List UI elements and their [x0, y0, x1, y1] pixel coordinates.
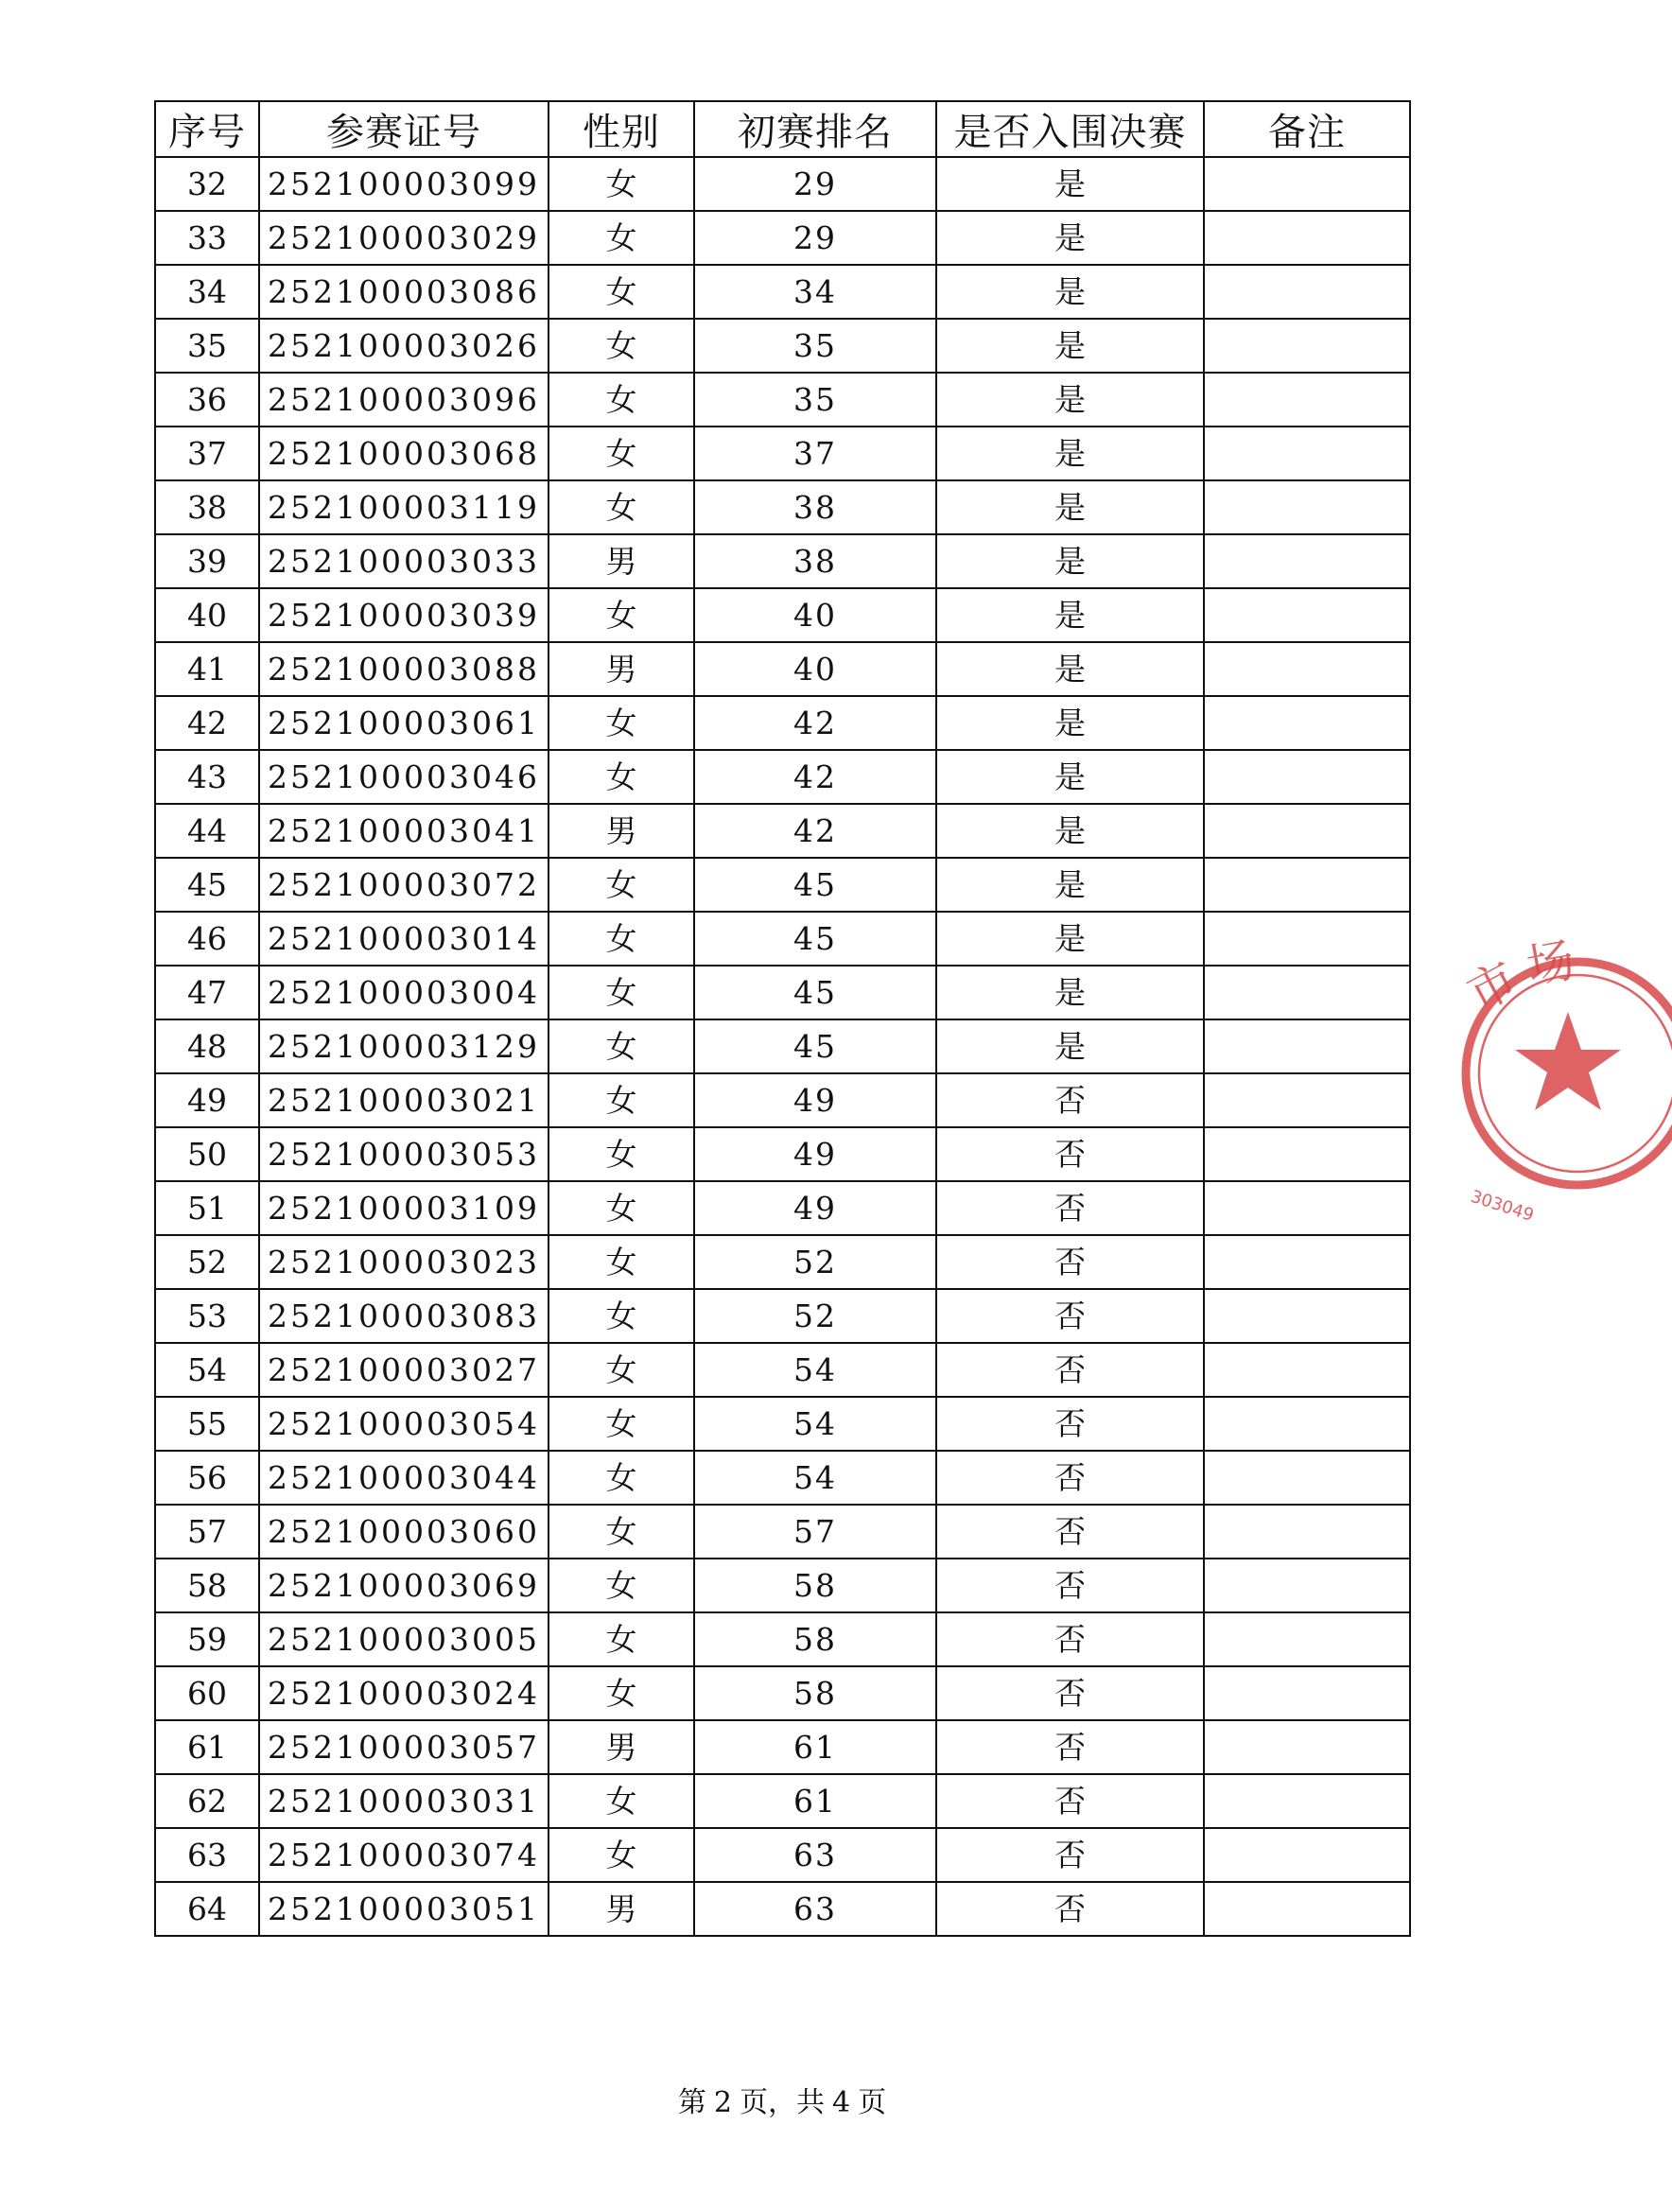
table-row: [155, 1073, 1410, 1127]
cell-finalist: 是: [936, 427, 1204, 480]
cell-gender: 女: [549, 265, 694, 319]
cell-seq: 43: [155, 750, 259, 804]
cell-finalist: 是: [936, 534, 1204, 588]
cell-remarks: [1204, 1127, 1410, 1181]
table-row: [155, 427, 1410, 480]
table-row: [155, 696, 1410, 750]
cell-gender: 女: [549, 966, 694, 1019]
cell-entry-id: 252100003072: [259, 858, 549, 912]
cell-finalist: 是: [936, 480, 1204, 534]
cell-finalist: 是: [936, 588, 1204, 642]
cell-entry-id: 252100003088: [259, 642, 549, 696]
cell-gender: 女: [549, 1774, 694, 1828]
cell-gender: 女: [549, 427, 694, 480]
cell-remarks: [1204, 480, 1410, 534]
cell-seq: 44: [155, 804, 259, 858]
cell-gender: 女: [549, 1127, 694, 1181]
cell-entry-id: 252100003024: [259, 1666, 549, 1720]
cell-seq: 58: [155, 1559, 259, 1612]
cell-seq: 61: [155, 1720, 259, 1774]
table-row: [155, 1127, 1410, 1181]
cell-seq: 47: [155, 966, 259, 1019]
cell-finalist: 否: [936, 1289, 1204, 1343]
footer-middle: 页，共: [740, 2086, 825, 2119]
cell-prelim-rank: 52: [694, 1289, 936, 1343]
cell-gender: 女: [549, 1289, 694, 1343]
cell-seq: 56: [155, 1451, 259, 1505]
cell-finalist: 否: [936, 1451, 1204, 1505]
cell-entry-id: 252100003119: [259, 480, 549, 534]
cell-seq: 38: [155, 480, 259, 534]
svg-text:场: 场: [1523, 932, 1579, 995]
cell-gender: 女: [549, 588, 694, 642]
table-row: [155, 750, 1410, 804]
cell-gender: 女: [549, 157, 694, 211]
cell-gender: 女: [549, 1397, 694, 1451]
cell-finalist: 否: [936, 1882, 1204, 1936]
table-row: [155, 912, 1410, 966]
cell-entry-id: 252100003069: [259, 1559, 549, 1612]
cell-finalist: 否: [936, 1666, 1204, 1720]
cell-seq: 53: [155, 1289, 259, 1343]
cell-prelim-rank: 45: [694, 858, 936, 912]
cell-entry-id: 252100003068: [259, 427, 549, 480]
cell-finalist: 是: [936, 211, 1204, 265]
cell-finalist: 是: [936, 642, 1204, 696]
cell-entry-id: 252100003026: [259, 319, 549, 373]
cell-remarks: [1204, 1451, 1410, 1505]
cell-seq: 32: [155, 157, 259, 211]
cell-finalist: 是: [936, 319, 1204, 373]
cell-entry-id: 252100003023: [259, 1235, 549, 1289]
cell-remarks: [1204, 1235, 1410, 1289]
cell-finalist: 是: [936, 858, 1204, 912]
cell-gender: 男: [549, 642, 694, 696]
cell-gender: 男: [549, 534, 694, 588]
cell-finalist: 否: [936, 1559, 1204, 1612]
header-finalist: 是否入围决赛: [936, 101, 1204, 157]
cell-remarks: [1204, 211, 1410, 265]
table-row: [155, 1828, 1410, 1882]
table-row: [155, 588, 1410, 642]
table-header-row: [155, 101, 1410, 157]
cell-remarks: [1204, 588, 1410, 642]
table-row: [155, 1397, 1410, 1451]
table-row: [155, 211, 1410, 265]
table-row: [155, 1505, 1410, 1559]
cell-entry-id: 252100003021: [259, 1073, 549, 1127]
cell-seq: 49: [155, 1073, 259, 1127]
cell-prelim-rank: 29: [694, 211, 936, 265]
cell-entry-id: 252100003060: [259, 1505, 549, 1559]
cell-remarks: [1204, 1289, 1410, 1343]
cell-finalist: 是: [936, 912, 1204, 966]
table-row: [155, 1774, 1410, 1828]
cell-entry-id: 252100003031: [259, 1774, 549, 1828]
cell-gender: 女: [549, 750, 694, 804]
footer-suffix: 页: [858, 2086, 887, 2119]
cell-entry-id: 252100003054: [259, 1397, 549, 1451]
table-row: [155, 265, 1410, 319]
cell-prelim-rank: 57: [694, 1505, 936, 1559]
cell-remarks: [1204, 1181, 1410, 1235]
table-row: [155, 1720, 1410, 1774]
cell-prelim-rank: 58: [694, 1612, 936, 1666]
cell-gender: 女: [549, 1235, 694, 1289]
cell-entry-id: 252100003051: [259, 1882, 549, 1936]
cell-entry-id: 252100003096: [259, 373, 549, 427]
cell-gender: 女: [549, 480, 694, 534]
cell-prelim-rank: 45: [694, 1019, 936, 1073]
cell-prelim-rank: 63: [694, 1882, 936, 1936]
table-row: [155, 373, 1410, 427]
cell-prelim-rank: 58: [694, 1666, 936, 1720]
cell-remarks: [1204, 912, 1410, 966]
cell-entry-id: 252100003004: [259, 966, 549, 1019]
cell-remarks: [1204, 1774, 1410, 1828]
cell-prelim-rank: 37: [694, 427, 936, 480]
cell-prelim-rank: 54: [694, 1451, 936, 1505]
cell-finalist: 是: [936, 157, 1204, 211]
cell-entry-id: 252100003109: [259, 1181, 549, 1235]
cell-seq: 34: [155, 265, 259, 319]
cell-finalist: 否: [936, 1774, 1204, 1828]
cell-finalist: 是: [936, 696, 1204, 750]
cell-prelim-rank: 35: [694, 373, 936, 427]
cell-seq: 40: [155, 588, 259, 642]
table-row: [155, 1019, 1410, 1073]
cell-entry-id: 252100003041: [259, 804, 549, 858]
cell-remarks: [1204, 696, 1410, 750]
cell-seq: 42: [155, 696, 259, 750]
cell-prelim-rank: 42: [694, 804, 936, 858]
header-prelim-rank: 初赛排名: [694, 101, 936, 157]
header-remarks: 备注: [1204, 101, 1410, 157]
table-row: [155, 319, 1410, 373]
cell-seq: 41: [155, 642, 259, 696]
cell-finalist: 否: [936, 1612, 1204, 1666]
cell-remarks: [1204, 642, 1410, 696]
header-gender: 性别: [549, 101, 694, 157]
cell-prelim-rank: 29: [694, 157, 936, 211]
cell-prelim-rank: 35: [694, 319, 936, 373]
cell-finalist: 是: [936, 804, 1204, 858]
cell-remarks: [1204, 1612, 1410, 1666]
cell-remarks: [1204, 534, 1410, 588]
cell-remarks: [1204, 1882, 1410, 1936]
cell-entry-id: 252100003039: [259, 588, 549, 642]
cell-entry-id: 252100003129: [259, 1019, 549, 1073]
cell-gender: 女: [549, 696, 694, 750]
cell-finalist: 否: [936, 1343, 1204, 1397]
cell-gender: 女: [549, 1666, 694, 1720]
table-row: [155, 642, 1410, 696]
table-row: [155, 858, 1410, 912]
cell-entry-id: 252100003014: [259, 912, 549, 966]
cell-prelim-rank: 61: [694, 1774, 936, 1828]
footer-total-pages: 4: [832, 2086, 851, 2119]
cell-remarks: [1204, 1343, 1410, 1397]
cell-seq: 59: [155, 1612, 259, 1666]
table-row: [155, 1559, 1410, 1612]
cell-finalist: 否: [936, 1828, 1204, 1882]
cell-prelim-rank: 40: [694, 642, 936, 696]
table-row: [155, 1666, 1410, 1720]
cell-seq: 51: [155, 1181, 259, 1235]
cell-prelim-rank: 42: [694, 750, 936, 804]
cell-seq: 39: [155, 534, 259, 588]
cell-finalist: 否: [936, 1127, 1204, 1181]
cell-finalist: 否: [936, 1397, 1204, 1451]
table-body: [155, 157, 1410, 1936]
cell-entry-id: 252100003086: [259, 265, 549, 319]
results-table: [154, 100, 1411, 1937]
cell-remarks: [1204, 858, 1410, 912]
page-footer: [0, 2079, 1564, 2120]
cell-gender: 男: [549, 1720, 694, 1774]
cell-gender: 女: [549, 1073, 694, 1127]
cell-entry-id: 252100003029: [259, 211, 549, 265]
cell-finalist: 否: [936, 1073, 1204, 1127]
cell-prelim-rank: 49: [694, 1181, 936, 1235]
cell-finalist: 否: [936, 1720, 1204, 1774]
cell-entry-id: 252100003057: [259, 1720, 549, 1774]
cell-seq: 62: [155, 1774, 259, 1828]
svg-text:市: 市: [1458, 950, 1526, 1022]
cell-entry-id: 252100003044: [259, 1451, 549, 1505]
cell-prelim-rank: 54: [694, 1397, 936, 1451]
cell-prelim-rank: 49: [694, 1127, 936, 1181]
cell-prelim-rank: 38: [694, 534, 936, 588]
cell-seq: 50: [155, 1127, 259, 1181]
cell-prelim-rank: 49: [694, 1073, 936, 1127]
cell-prelim-rank: 58: [694, 1559, 936, 1612]
cell-prelim-rank: 63: [694, 1828, 936, 1882]
cell-gender: 女: [549, 858, 694, 912]
table-row: [155, 1181, 1410, 1235]
cell-gender: 男: [549, 1882, 694, 1936]
cell-gender: 男: [549, 804, 694, 858]
cell-seq: 60: [155, 1666, 259, 1720]
cell-gender: 女: [549, 1019, 694, 1073]
cell-entry-id: 252100003099: [259, 157, 549, 211]
cell-gender: 女: [549, 912, 694, 966]
header-seq: 序号: [155, 101, 259, 157]
cell-gender: 女: [549, 1612, 694, 1666]
cell-seq: 37: [155, 427, 259, 480]
cell-seq: 45: [155, 858, 259, 912]
cell-gender: 女: [549, 1828, 694, 1882]
cell-prelim-rank: 34: [694, 265, 936, 319]
cell-seq: 33: [155, 211, 259, 265]
cell-finalist: 否: [936, 1235, 1204, 1289]
cell-finalist: 是: [936, 1019, 1204, 1073]
table-row: [155, 1289, 1410, 1343]
table-row: [155, 157, 1410, 211]
cell-seq: 55: [155, 1397, 259, 1451]
cell-prelim-rank: 40: [694, 588, 936, 642]
cell-remarks: [1204, 265, 1410, 319]
cell-prelim-rank: 61: [694, 1720, 936, 1774]
cell-remarks: [1204, 319, 1410, 373]
cell-remarks: [1204, 1397, 1410, 1451]
cell-entry-id: 252100003046: [259, 750, 549, 804]
cell-prelim-rank: 54: [694, 1343, 936, 1397]
cell-seq: 36: [155, 373, 259, 427]
cell-entry-id: 252100003053: [259, 1127, 549, 1181]
cell-entry-id: 252100003074: [259, 1828, 549, 1882]
footer-page-number: 2: [713, 2086, 732, 2119]
cell-finalist: 是: [936, 265, 1204, 319]
header-entry-id: 参赛证号: [259, 101, 549, 157]
table-row: [155, 1612, 1410, 1666]
cell-prelim-rank: 38: [694, 480, 936, 534]
cell-seq: 64: [155, 1882, 259, 1936]
cell-finalist: 否: [936, 1505, 1204, 1559]
cell-gender: 女: [549, 1181, 694, 1235]
cell-remarks: [1204, 157, 1410, 211]
cell-finalist: 否: [936, 1181, 1204, 1235]
cell-gender: 女: [549, 319, 694, 373]
footer-prefix: 第: [677, 2086, 706, 2119]
cell-remarks: [1204, 804, 1410, 858]
cell-seq: 46: [155, 912, 259, 966]
cell-finalist: 是: [936, 966, 1204, 1019]
cell-gender: 女: [549, 373, 694, 427]
cell-seq: 54: [155, 1343, 259, 1397]
cell-remarks: [1204, 750, 1410, 804]
cell-gender: 女: [549, 211, 694, 265]
cell-entry-id: 252100003033: [259, 534, 549, 588]
cell-seq: 52: [155, 1235, 259, 1289]
cell-gender: 女: [549, 1505, 694, 1559]
table-row: [155, 804, 1410, 858]
cell-seq: 63: [155, 1828, 259, 1882]
cell-remarks: [1204, 427, 1410, 480]
cell-remarks: [1204, 1666, 1410, 1720]
official-seal-stamp: [1458, 917, 1579, 1239]
cell-seq: 35: [155, 319, 259, 373]
cell-remarks: [1204, 1073, 1410, 1127]
cell-remarks: [1204, 1559, 1410, 1612]
table-row: [155, 1882, 1410, 1936]
cell-prelim-rank: 42: [694, 696, 936, 750]
table-row: [155, 966, 1410, 1019]
table-row: [155, 1235, 1410, 1289]
cell-seq: 57: [155, 1505, 259, 1559]
cell-finalist: 是: [936, 373, 1204, 427]
cell-remarks: [1204, 373, 1410, 427]
cell-entry-id: 252100003005: [259, 1612, 549, 1666]
cell-remarks: [1204, 1505, 1410, 1559]
table-row: [155, 1451, 1410, 1505]
cell-gender: 女: [549, 1343, 694, 1397]
table-row: [155, 1343, 1410, 1397]
cell-remarks: [1204, 1828, 1410, 1882]
cell-entry-id: 252100003061: [259, 696, 549, 750]
cell-remarks: [1204, 966, 1410, 1019]
cell-prelim-rank: 45: [694, 966, 936, 1019]
cell-remarks: [1204, 1019, 1410, 1073]
svg-text:303049: 303049: [1468, 1186, 1537, 1226]
cell-gender: 女: [549, 1559, 694, 1612]
cell-gender: 女: [549, 1451, 694, 1505]
cell-seq: 48: [155, 1019, 259, 1073]
cell-prelim-rank: 52: [694, 1235, 936, 1289]
cell-remarks: [1204, 1720, 1410, 1774]
cell-prelim-rank: 45: [694, 912, 936, 966]
table-row: [155, 480, 1410, 534]
cell-entry-id: 252100003083: [259, 1289, 549, 1343]
table-row: [155, 534, 1410, 588]
cell-entry-id: 252100003027: [259, 1343, 549, 1397]
cell-finalist: 是: [936, 750, 1204, 804]
